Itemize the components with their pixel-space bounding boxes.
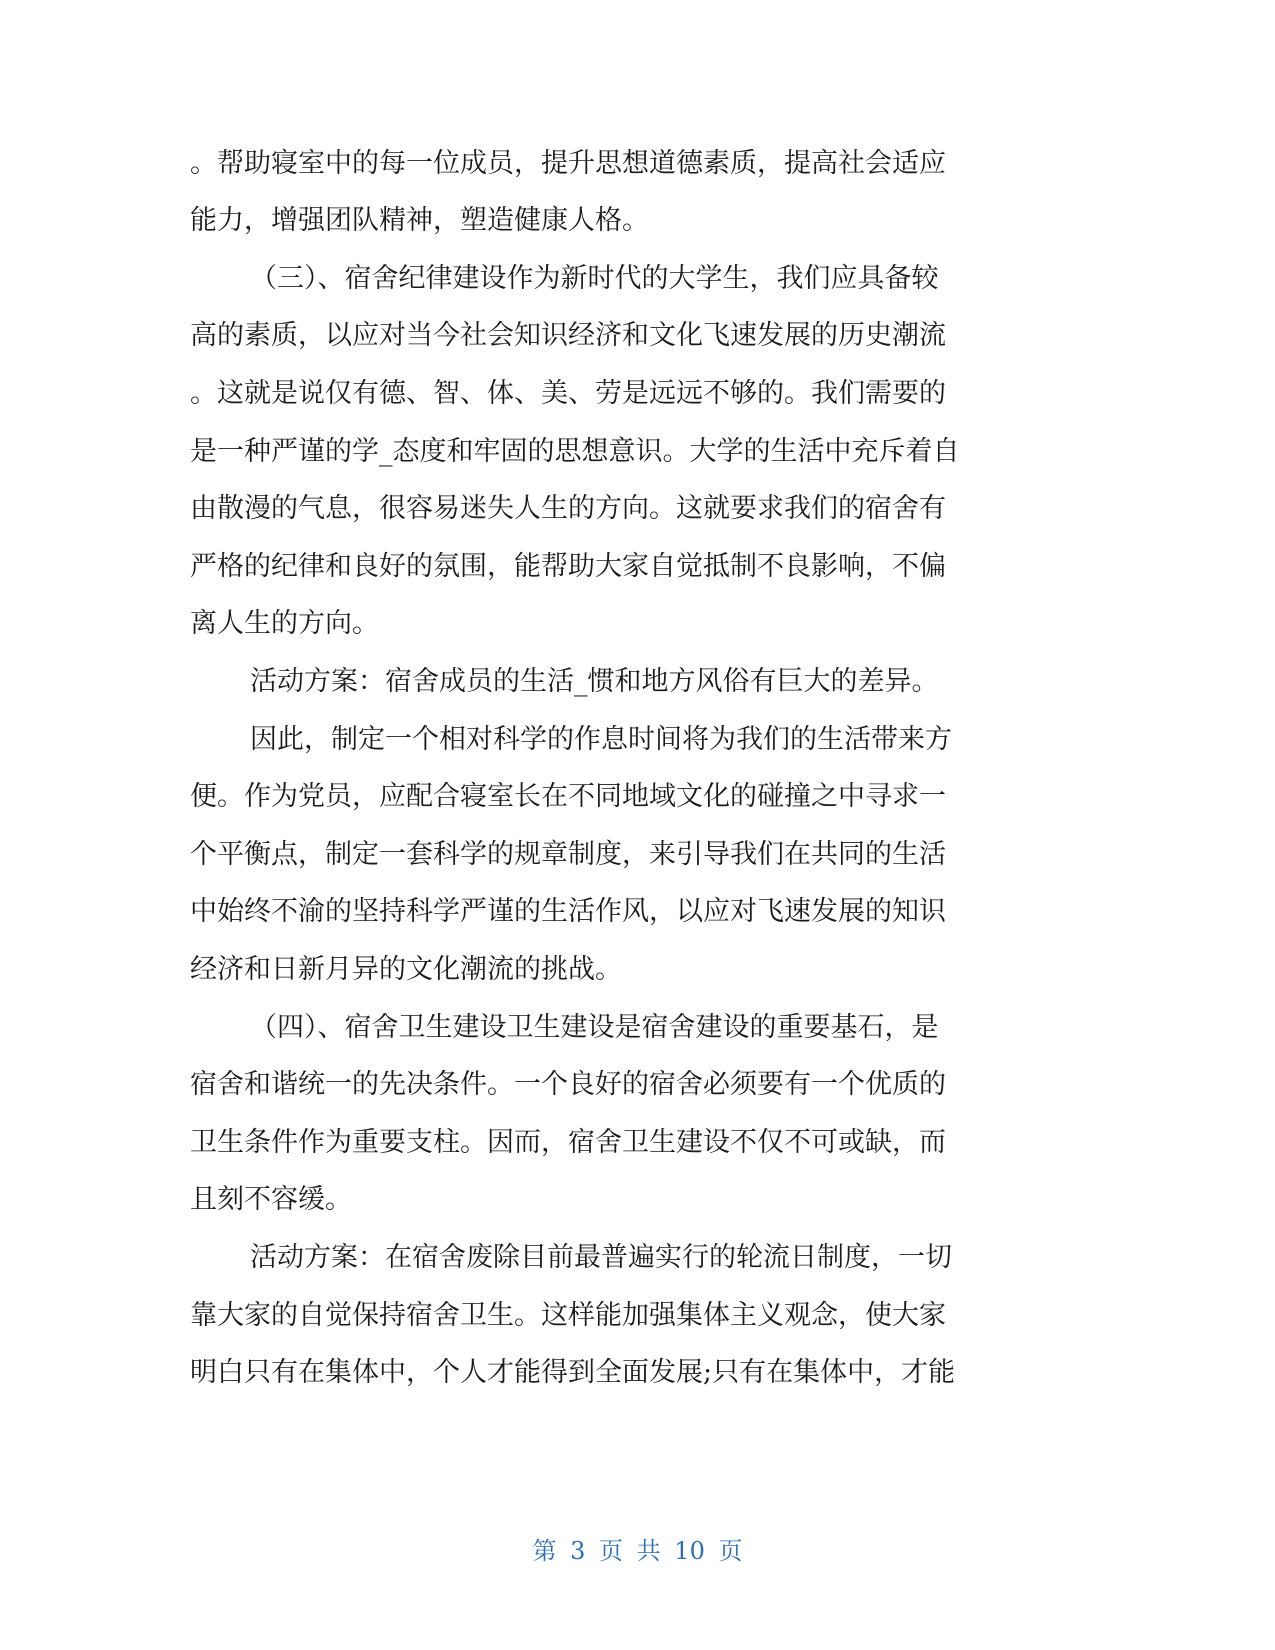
text-line: 宿舍和谐统一的先决条件。一个良好的宿舍必须要有一个优质的 [190,1069,946,1100]
text-line: 离人生的方向。 [190,608,379,639]
text-line: 由散漫的气息，很容易迷失人生的方向。这就要求我们的宿舍有 [190,493,946,524]
text-line: 活动方案：在宿舍废除目前最普遍实行的轮流日制度，一切 [250,1242,952,1273]
text-line: 个平衡点，制定一套科学的规章制度，来引导我们在共同的生活 [190,839,946,870]
text-line: 卫生条件作为重要支柱。因而，宿舍卫生建设不仅不可或缺，而 [190,1127,946,1158]
text-line: 明白只有在集体中，个人才能得到全面发展;只有在集体中，才能 [190,1357,956,1388]
text-line: 经济和日新月异的文化潮流的挑战。 [190,954,622,985]
text-line: 便。作为党员，应配合寝室长在不同地域文化的碰撞之中寻求一 [190,781,946,812]
text-line: 因此，制定一个相对科学的作息时间将为我们的生活带来方 [250,724,952,755]
text-line: 且刻不容缓。 [190,1184,352,1215]
text-line: （四）、宿舍卫生建设卫生建设是宿舍建设的重要基石，是 [250,1012,939,1043]
text-line: 。帮助寝室中的每一位成员，提升思想道德素质，提高社会适应 [190,148,946,179]
text-line: 靠大家的自觉保持宿舍卫生。这样能加强集体主义观念，使大家 [190,1300,946,1331]
text-line: （三）、宿舍纪律建设作为新时代的大学生，我们应具备较 [250,263,939,294]
text-line: 能力，增强团队精神，塑造健康人格。 [190,205,649,236]
text-line: 活动方案：宿舍成员的生活_惯和地方风俗有巨大的差异。 [250,666,939,697]
text-line: 。这就是说仅有德、智、体、美、劳是远远不够的。我们需要的 [190,378,946,409]
text-line: 中始终不渝的坚持科学严谨的生活作风，以应对飞速发展的知识 [190,896,946,927]
text-line: 是一种严谨的学_态度和牢固的思想意识。大学的生活中充斥着自 [190,436,960,467]
page-number-footer: 第 3 页 共 10 页 [532,1537,743,1565]
text-line: 严格的纪律和良好的氛围，能帮助大家自觉抵制不良影响，不偏 [190,551,946,582]
text-line: 高的素质，以应对当今社会知识经济和文化飞速发展的历史潮流 [190,320,946,351]
